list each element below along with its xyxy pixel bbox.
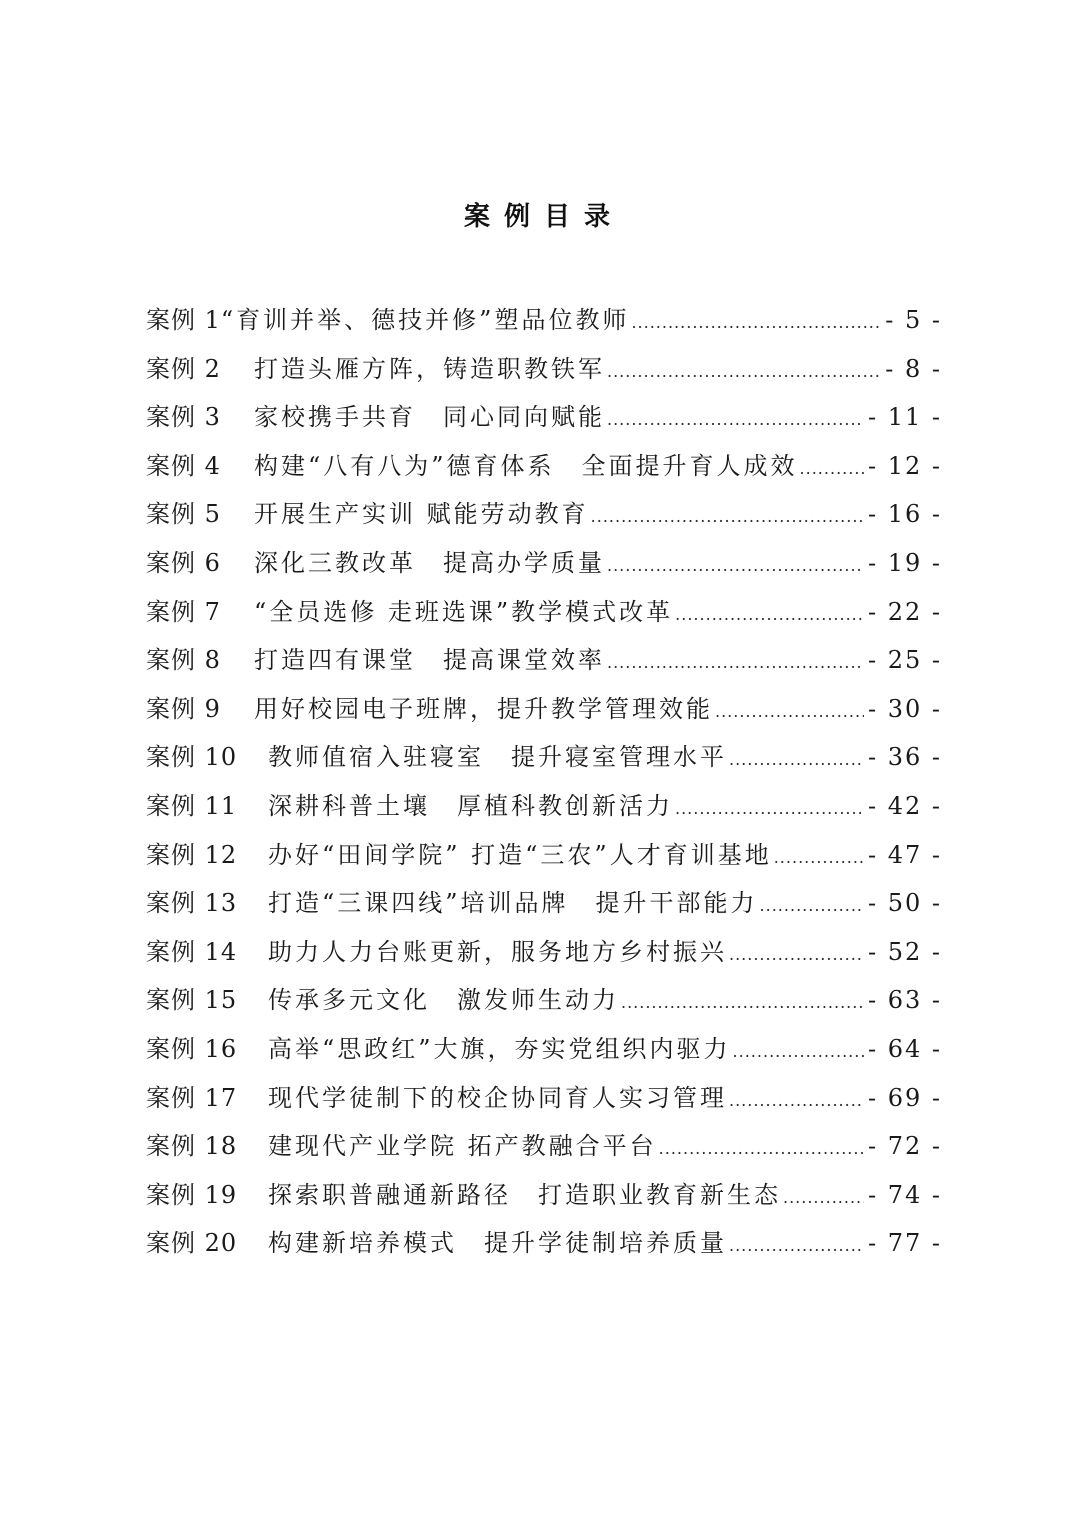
toc-page-number: - 74 - — [867, 1180, 942, 1209]
toc-case-number: 案例 14 — [146, 937, 238, 966]
toc-case-number: 案例 7 — [146, 597, 221, 626]
toc-dot-leader — [675, 785, 864, 834]
toc-case-number: 案例 3 — [146, 403, 221, 432]
toc-entry-title: 构建新培养模式 提升学徒制培养质量 — [268, 1229, 727, 1258]
toc-entry-title: 打造“三课四线”培训品牌 提升干部能力 — [268, 889, 758, 918]
toc-case-number: 案例 2 — [146, 354, 221, 383]
toc-case-number: 案例 10 — [146, 743, 238, 772]
toc-page-number: - 16 - — [867, 500, 942, 529]
toc-page-number: - 63 - — [867, 986, 942, 1015]
toc-entry[interactable] — [146, 685, 942, 734]
toc-entry[interactable] — [146, 928, 942, 977]
toc-entry[interactable] — [146, 1219, 942, 1268]
toc-dot-leader — [783, 1174, 864, 1223]
toc-case-number: 案例 13 — [146, 889, 238, 918]
toc-dot-leader — [729, 1222, 864, 1271]
toc-page-number: - 25 - — [867, 646, 942, 675]
toc-entry-title: 建现代产业学院 拓产教融合平台 — [268, 1132, 657, 1161]
toc-entry[interactable] — [146, 1171, 942, 1220]
toc-entry[interactable] — [146, 782, 942, 831]
toc-entry[interactable] — [146, 831, 942, 880]
toc-dot-leader — [631, 299, 881, 348]
toc-entry-title: 现代学徒制下的校企协同育人实习管理 — [268, 1083, 727, 1112]
toc-dot-leader — [729, 931, 864, 980]
toc-dot-leader — [760, 882, 864, 931]
toc-case-number: 案例 18 — [146, 1132, 238, 1161]
toc-entry[interactable] — [146, 733, 942, 782]
toc-page-number: - 22 - — [867, 597, 942, 626]
toc-entry-title: 探索职普融通新路径 打造职业教育新生态 — [268, 1180, 781, 1209]
toc-case-number: 案例 4 — [146, 451, 221, 480]
toc-page-number: - 69 - — [867, 1083, 942, 1112]
toc-page-number: - 30 - — [867, 694, 942, 723]
toc-entry-title: “育训并举、德技并修”塑品位教师 — [220, 306, 630, 334]
toc-case-number: 案例 1 — [146, 306, 221, 334]
toc-page-number: - 64 - — [867, 1034, 942, 1063]
toc-case-number: 案例 11 — [146, 791, 238, 820]
toc-entry-title: 用好校园电子班牌，提升教学管理效能 — [254, 694, 713, 723]
toc-page-number: - 8 - — [885, 354, 942, 383]
toc-entry-title: “全员选修 走班选课”教学模式改革 — [254, 597, 674, 626]
toc-entry[interactable] — [146, 1074, 942, 1123]
toc-dot-leader — [800, 445, 864, 494]
toc-dot-leader — [621, 979, 864, 1028]
toc-entry[interactable] — [146, 345, 942, 394]
toc-page-number: - 52 - — [867, 937, 942, 966]
toc-entry[interactable] — [146, 296, 942, 345]
toc-page-number: - 12 - — [867, 451, 942, 480]
toc-entry-title: 深化三教改革 提高办学质量 — [254, 548, 605, 577]
toc-case-number: 案例 9 — [146, 694, 221, 723]
toc-page-number: - 11 - — [867, 403, 942, 432]
toc-page-number: - 47 - — [867, 840, 942, 869]
toc-case-number: 案例 19 — [146, 1180, 238, 1209]
toc-entry[interactable] — [146, 442, 942, 491]
toc-case-number: 案例 5 — [146, 500, 221, 529]
toc-dot-leader — [715, 688, 864, 737]
toc-dot-leader — [591, 493, 864, 542]
toc-dot-leader — [729, 1077, 864, 1126]
toc-entry-title: 传承多元文化 激发师生动力 — [268, 986, 619, 1015]
toc-page-number: - 42 - — [867, 791, 942, 820]
toc-entry-title: 助力人力台账更新，服务地方乡村振兴 — [268, 937, 727, 966]
toc-case-number: 案例 8 — [146, 646, 221, 675]
toc-entry-title: 打造头雁方阵，铸造职教铁军 — [254, 354, 605, 383]
toc-entry-title: 办好“田间学院” 打造“三农”人才育训基地 — [268, 840, 772, 869]
toc-entry-title: 教师值宿入驻寝室 提升寝室管理水平 — [268, 743, 727, 772]
toc-dot-leader — [675, 591, 864, 640]
toc-case-number: 案例 6 — [146, 548, 221, 577]
table-of-contents — [146, 296, 942, 1268]
toc-page-number: - 50 - — [867, 889, 942, 918]
toc-dot-leader — [607, 396, 864, 445]
toc-entry[interactable] — [146, 393, 942, 442]
toc-entry-title: 构建“八有八为”德育体系 全面提升育人成效 — [254, 451, 798, 480]
toc-dot-leader — [607, 542, 864, 591]
toc-entry[interactable] — [146, 588, 942, 637]
toc-page-number: - 19 - — [867, 548, 942, 577]
toc-entry-title: 深耕科普土壤 厚植科教创新活力 — [268, 791, 673, 820]
toc-entry-title: 开展生产实训 赋能劳动教育 — [254, 500, 589, 529]
toc-dot-leader — [659, 1125, 864, 1174]
toc-case-number: 案例 17 — [146, 1083, 238, 1112]
toc-page-number: - 36 - — [867, 743, 942, 772]
toc-dot-leader — [607, 639, 864, 688]
toc-entry-title: 高举“思政红”大旗，夯实党组织内驱力 — [268, 1034, 731, 1063]
toc-dot-leader — [774, 834, 864, 883]
toc-page-number: - 77 - — [867, 1229, 942, 1258]
toc-case-number: 案例 16 — [146, 1034, 238, 1063]
toc-entry[interactable] — [146, 490, 942, 539]
toc-entry[interactable] — [146, 1025, 942, 1074]
toc-entry[interactable] — [146, 879, 942, 928]
toc-entry[interactable] — [146, 539, 942, 588]
toc-case-number: 案例 20 — [146, 1229, 238, 1258]
toc-entry[interactable] — [146, 1122, 942, 1171]
toc-case-number: 案例 15 — [146, 986, 238, 1015]
toc-entry-title: 打造四有课堂 提高课堂效率 — [254, 646, 605, 675]
toc-entry[interactable] — [146, 636, 942, 685]
toc-dot-leader — [607, 348, 881, 397]
toc-title: 案例目录 — [463, 202, 624, 232]
toc-entry[interactable] — [146, 976, 942, 1025]
toc-page-number: - 5 - — [885, 306, 942, 334]
toc-dot-leader — [733, 1028, 864, 1077]
toc-case-number: 案例 12 — [146, 840, 238, 869]
toc-entry-title: 家校携手共育 同心同向赋能 — [254, 403, 605, 432]
toc-page-number: - 72 - — [867, 1132, 942, 1161]
toc-dot-leader — [729, 736, 864, 785]
